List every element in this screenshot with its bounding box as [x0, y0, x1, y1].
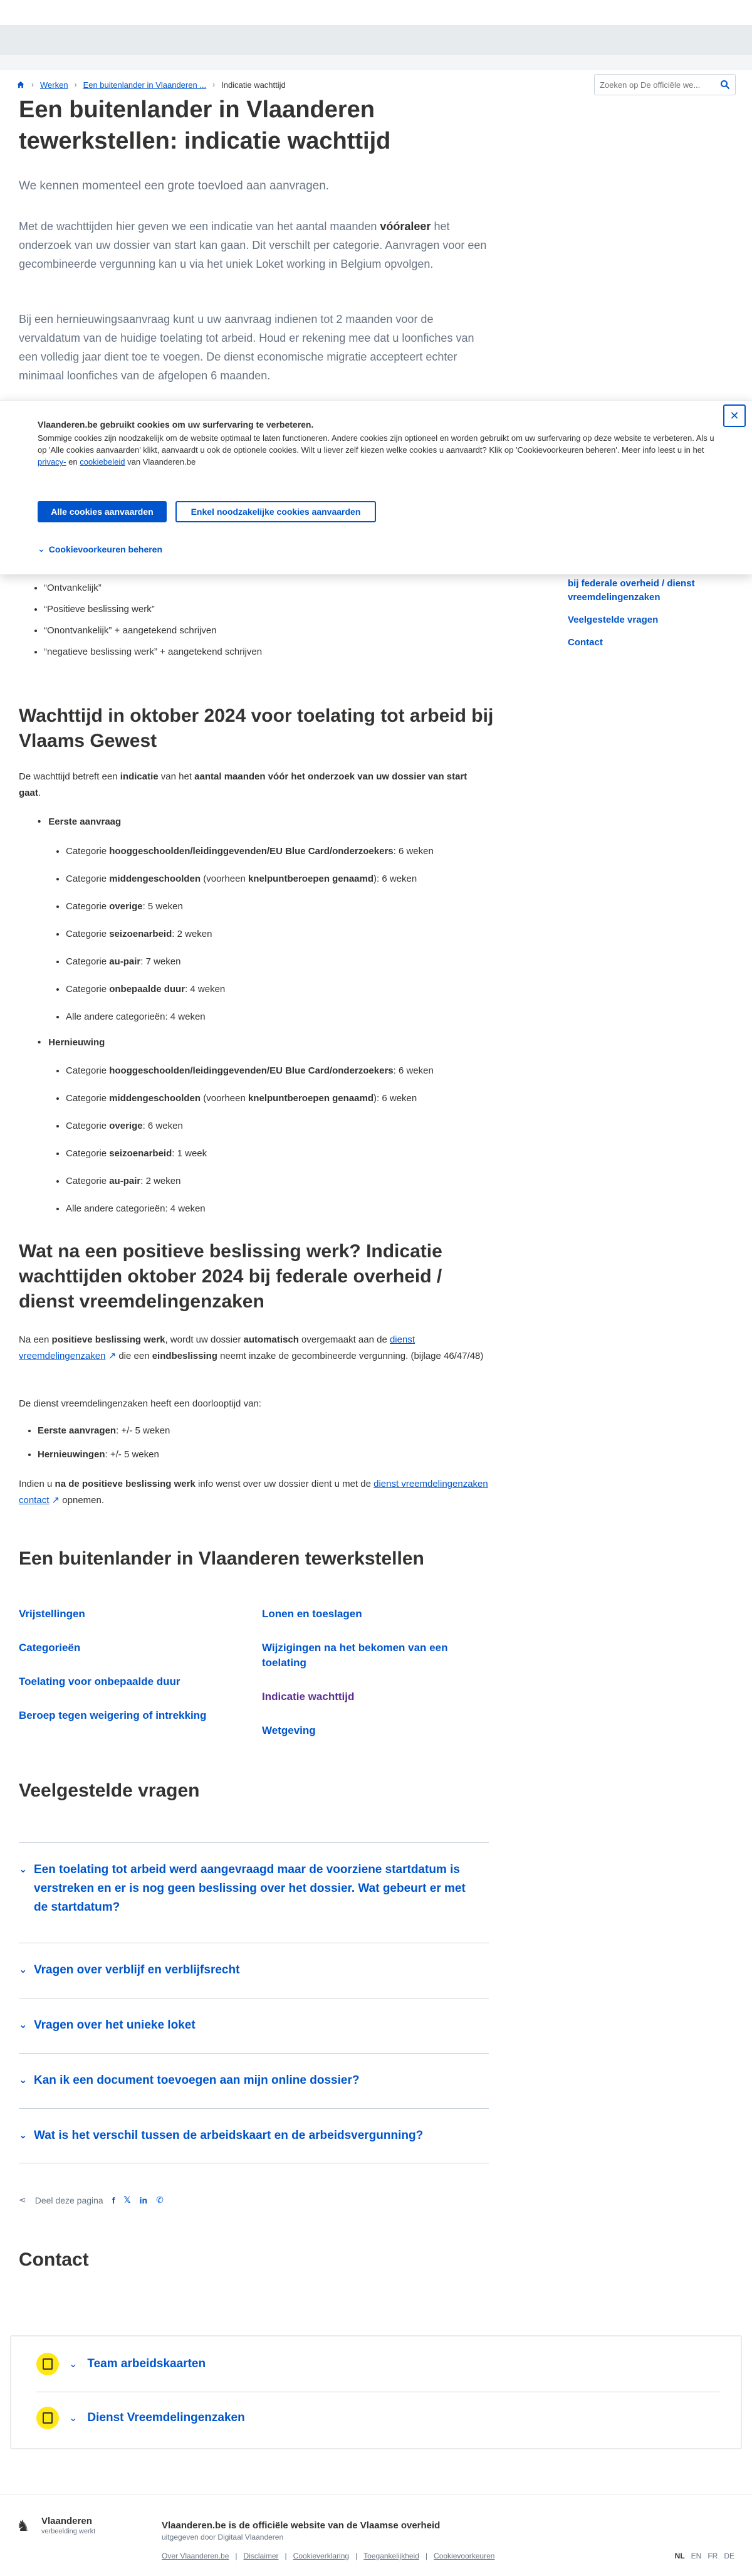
dienst-contact-link[interactable]: dienst vreemdelingenzaken contact — [19, 1479, 488, 1506]
x-icon[interactable]: 𝕏 — [123, 2195, 131, 2205]
chevron-down-icon: ⌄ — [19, 2075, 28, 2086]
faq-item-arbeidskaart[interactable]: ⌄ Wat is het verschil tussen de arbeidskaart en de arbeidsvergunning? — [19, 2108, 489, 2163]
footer-links: Over Vlaanderen.be | Disclaimer | Cookieverklaring | Toegankelijkheid | Cookievoorkeuren — [162, 2552, 495, 2560]
list-item: • Categorie overige: 5 weken — [66, 899, 476, 914]
federal-contact-paragraph: Indien u na de positieve beslissing werk info wenst over uw dossier dient u met de dienst vreemdelingenzaken contact ↗ opnemen. — [19, 1479, 488, 1506]
list-item: • Eerste aanvragen: +/- 5 weken — [38, 1423, 170, 1438]
wachttijd-intro: De wachttijd betreft een indicatie van het aantal maanden vóór het onderzoek van uw dossier van start gaat. — [19, 771, 467, 798]
manage-cookie-preferences[interactable]: ⌄ Cookievoorkeuren beheren — [38, 544, 163, 554]
footer-subtitle: uitgegeven door Digitaal Vlaanderen — [162, 2533, 284, 2542]
related-link-lonen[interactable]: Lonen en toeslagen — [262, 1608, 362, 1620]
sidebar-nav — [568, 577, 724, 650]
section-title-federal: Wat na een positieve beslissing werk? Indicatie wachttijden oktober 2024 bij federale overheid / dienst vreemdelingenzaken — [19, 1241, 442, 1312]
vlaanderen-logo[interactable]: ♞ Vlaanderen verbeelding werkt — [16, 2516, 96, 2535]
footer-link-over[interactable]: Over Vlaanderen.be — [162, 2552, 229, 2560]
search-input[interactable] — [600, 80, 713, 90]
related-link-beroep[interactable]: Beroep tegen weigering of intrekking — [19, 1709, 207, 1721]
list-item: • Categorie seizoenarbeid: 2 weken — [66, 927, 476, 942]
lang-en[interactable]: EN — [691, 2552, 702, 2560]
cookie-title: Vlaanderen.be gebruikt cookies om uw surfervaring te verbeteren. — [38, 420, 314, 430]
list-item: • Categorie au-pair: 2 weken — [66, 1174, 476, 1189]
list-item: • Categorie overige: 6 weken — [66, 1119, 476, 1134]
footer-link-cookieverklaring[interactable]: Cookieverklaring — [293, 2552, 350, 2560]
contact-item-team-arbeidskaarten[interactable]: ⌄ Team arbeidskaarten — [36, 2353, 206, 2375]
breadcrumb-link-werken[interactable]: Werken — [40, 80, 68, 90]
chevron-right-icon: › — [74, 80, 77, 89]
sidebar-item-faq[interactable]: Veelgestelde vragen — [568, 615, 659, 625]
search-icon[interactable] — [720, 80, 730, 90]
footer-link-disclaimer[interactable]: Disclaimer — [243, 2552, 279, 2560]
contact-box — [10, 2335, 742, 2449]
facebook-icon[interactable]: f — [112, 2195, 115, 2205]
faq-item-unieke-loket[interactable]: ⌄ Vragen over het unieke loket — [19, 1998, 489, 2053]
sidebar-item-federal[interactable]: bij federale overheid / dienst vreemdelingenzaken — [568, 578, 695, 603]
first-application-label: • Eerste aanvraag — [38, 816, 122, 827]
list-item: • Categorie hooggeschoolden/leidinggevenden/EU Blue Card/onderzoekers: 6 weken — [66, 844, 476, 859]
breadcrumb-link-buitenlander[interactable]: Een buitenlander in Vlaanderen ... — [83, 80, 207, 90]
lion-icon: ♞ — [16, 2518, 30, 2535]
related-links-col2 — [262, 1607, 488, 1738]
faq-item-verblijf[interactable]: ⌄ Vragen over verblijf en verblijfsrecht — [19, 1943, 489, 1998]
share-bar — [19, 2195, 164, 2205]
list-item: • Alle andere categorieën: 4 weken — [66, 1201, 476, 1217]
external-link-icon: ↗ — [49, 1495, 60, 1506]
related-link-wijzigingen[interactable]: Wijzigingen na het bekomen van een toelating — [262, 1642, 448, 1669]
whatsapp-icon[interactable]: ✆ — [156, 2195, 164, 2205]
contact-card-icon — [36, 2353, 59, 2375]
close-icon[interactable]: ✕ — [723, 404, 746, 427]
cookie-banner — [0, 400, 752, 574]
intro-text: We kennen momenteel een grote toevloed aan aanvragen. — [19, 179, 330, 193]
footer — [0, 2494, 752, 2576]
related-link-categorieen[interactable]: Categorieën — [19, 1642, 81, 1654]
list-item: • Categorie seizoenarbeid: 1 week — [66, 1146, 476, 1161]
header-sub-strip — [0, 55, 752, 70]
renewal-list — [38, 1064, 476, 1229]
footer-link-toegankelijkheid[interactable]: Toegankelijkheid — [363, 2552, 419, 2560]
share-label: Deel deze pagina — [34, 2195, 103, 2205]
federal-list — [38, 1423, 170, 1462]
section-title-contact: Contact — [19, 2249, 89, 2270]
list-item: • Categorie middengeschoolden (voorheen knelpuntberoepen genaamd): 6 weken — [66, 1091, 476, 1106]
list-item: • “Onontvankelijk” + aangetekend schrijven — [44, 623, 483, 638]
language-switcher — [675, 2552, 734, 2560]
dienst-vreemdelingenzaken-link[interactable]: dienst vreemdelingenzaken — [19, 1334, 415, 1361]
chevron-down-icon: ⌄ — [19, 1965, 28, 1975]
renewal-paragraph: Bij een hernieuwingsaanvraag kunt u uw aanvraag indienen tot 2 maanden voor de vervaldatum van de huidige toelating tot arbeid. Houd er rekening mee dat u loonfiches van een volledig jaar dient toe te voegen. De dienst economische migratie accepteert echter minimaal loonfiches van de afgelopen 6 maanden. — [19, 313, 474, 382]
chevron-down-icon: ⌄ — [38, 544, 45, 554]
chevron-right-icon: › — [31, 80, 34, 89]
status-list — [44, 581, 483, 666]
faq-item-startdatum[interactable]: ⌄ Een toelating tot arbeid werd aangevraagd maar de voorziene startdatum is verstreken en er is nog geen beslissing over het dossier. Wat gebeurt er met de startdatum? — [19, 1842, 489, 1920]
contact-card-icon — [36, 2407, 59, 2429]
renewal-label: • Hernieuwing — [38, 1037, 105, 1048]
related-link-wetgeving[interactable]: Wetgeving — [262, 1724, 316, 1736]
chevron-down-icon: ⌄ — [69, 2413, 78, 2424]
external-link-icon: ↗ — [105, 1351, 117, 1361]
share-icon: ⋖ — [19, 2195, 26, 2205]
waiting-paragraph: Met de wachttijden hier geven we een indicatie van het aantal maanden vóóraleer het onderzoek van uw dossier van start kan gaan. Dit verschilt per categorie. Aanvragen voor een gecombineerde vergunning kan u via het uniek Loket working in Belgium opvolgen. — [19, 220, 487, 270]
first-application-list — [38, 844, 476, 1037]
related-link-vrijstellingen[interactable]: Vrijstellingen — [19, 1608, 85, 1620]
chevron-down-icon: ⌄ — [69, 2359, 78, 2370]
footer-link-cookievoorkeuren[interactable]: Cookievoorkeuren — [434, 2552, 495, 2560]
sidebar-item-contact[interactable]: Contact — [568, 637, 603, 648]
list-item: • Categorie hooggeschoolden/leidinggevenden/EU Blue Card/onderzoekers: 6 weken — [66, 1064, 476, 1079]
list-item: • “Positieve beslissing werk” — [44, 602, 483, 617]
accept-all-cookies-button[interactable]: Alle cookies aanvaarden — [38, 501, 167, 522]
list-item: • Categorie onbepaalde duur: 4 weken — [66, 982, 476, 997]
cookie-text: Sommige cookies zijn noodzakelijk om de website optimaal te laten functioneren. Andere cookies zijn optioneel en worden gebruikt om uw surfervaring op deze website te verbeteren. Als u op 'Alle cookies aanvaarden' klikt, aanvaardt u ook de optionele cookies. Wilt u liever zelf kiezen welke cookies u aanvaardt? Klik op 'Cookievoorkeuren beheren'. Meer info leest u in het privacy- en cookiebeleid van Vlaanderen.be — [38, 433, 714, 467]
related-link-onbepaalde-duur[interactable]: Toelating voor onbepaalde duur — [19, 1676, 180, 1687]
home-icon[interactable] — [16, 80, 25, 89]
related-links-col1 — [19, 1607, 244, 1723]
federal-paragraph: Na een positieve beslissing werk, wordt uw dossier automatisch overgemaakt aan de dienst vreemdelingenzaken ↗ die een eindbeslissing neemt inzake de gecombineerde vergunning. (bijlage 46/47/48) — [19, 1334, 484, 1361]
linkedin-icon[interactable]: in — [139, 2195, 148, 2205]
list-item: • “negatieve beslissing werk” + aangetekend schrijven — [44, 645, 483, 660]
list-item: • Alle andere categorieën: 4 weken — [66, 1010, 476, 1025]
section-title-related: Een buitenlander in Vlaanderen tewerkstellen — [19, 1548, 424, 1569]
lang-de[interactable]: DE — [724, 2552, 734, 2560]
contact-item-dienst-vreemdelingenzaken[interactable]: ⌄ Dienst Vreemdelingenzaken — [36, 2407, 245, 2429]
top-header-strip — [0, 25, 752, 55]
section-title-wachttijd: Wachttijd in oktober 2024 voor toelating tot arbeid bij Vlaams Gewest — [19, 705, 494, 751]
lang-nl[interactable]: NL — [674, 2552, 685, 2560]
list-item: • “Ontvankelijk” — [44, 581, 483, 596]
faq-item-document[interactable]: ⌄ Kan ik een document toevoegen aan mijn online dossier? — [19, 2053, 489, 2108]
privacy-link[interactable]: privacy- — [38, 457, 66, 467]
search-box[interactable] — [594, 74, 736, 95]
list-item: • Hernieuwingen: +/- 5 weken — [38, 1447, 170, 1462]
federal-doorlooptijd: De dienst vreemdelingenzaken heeft een doorlooptijd van: — [19, 1398, 261, 1409]
related-link-indicatie-wachttijd[interactable]: Indicatie wachttijd — [262, 1691, 355, 1702]
chevron-down-icon: ⌄ — [19, 2130, 28, 2141]
chevron-down-icon: ⌄ — [19, 2020, 28, 2030]
lang-fr[interactable]: FR — [708, 2552, 718, 2560]
chevron-down-icon: ⌄ — [19, 1864, 28, 1875]
page-title: Een buitenlander in Vlaanderen tewerkstellen: indicatie wachttijd — [19, 97, 391, 154]
footer-title: Vlaanderen.be is de officiële website van de Vlaamse overheid — [162, 2520, 441, 2531]
breadcrumb-current: Indicatie wachttijd — [221, 80, 286, 90]
accept-necessary-cookies-button[interactable]: Enkel noodzakelijke cookies aanvaarden — [175, 501, 376, 522]
section-title-faq: Veelgestelde vragen — [19, 1780, 200, 1801]
list-item: • Categorie au-pair: 7 weken — [66, 954, 476, 969]
cookiebeleid-link[interactable]: cookiebeleid — [80, 457, 125, 467]
chevron-right-icon: › — [212, 80, 216, 89]
list-item: • Categorie middengeschoolden (voorheen knelpuntberoepen genaamd): 6 weken — [66, 872, 476, 887]
